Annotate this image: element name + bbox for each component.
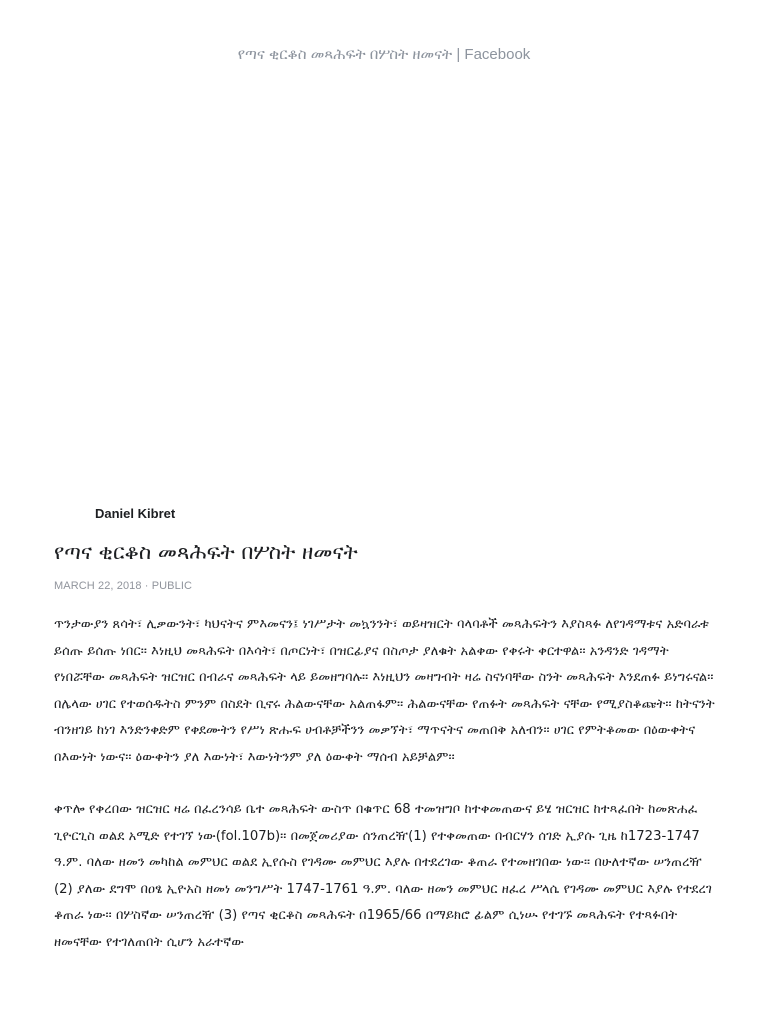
post-visibility: PUBLIC bbox=[151, 580, 193, 592]
post-paragraph: ጥንታውያን ጸሳት፣ ሊቃውንት፣ ካህናትና ምእመናን፤ ነገሥታት መኳንንት፣ ወይዛዝርት ባላባቶች መጻሕፍትን እያስጻፉ ለየገዳማቱና አድባራቱ ይሰጡ ይሰጡ ነበር፡፡ እነዚህ መጻሕፍት በእሳት፣ በጦርነት፣ በዝርፊያና በስጦታ ያለቁት አልቀው የቀሩት ቀርተዋል፡፡ አንዳንድ ገዳማት የነበሯቸው መጻሕፍት ዝርዝር በብራና መጻሕፍት ላይ ይመዘግባሉ፡፡ እነዚህን መዛግብት ዛሬ ስናነባቸው ስንት መጻሕፍት እንደጠፉ ይነግሩናል፡፡ በሌላው ሀገር የተወሰዱትስ ምንም በስደት ቢኖሩ ሕልውናቸው አልጠፋም፡፡ ሕልውናቸው የጠፉት መጻሕፍት ናቸው የሚያስቆጩት፡፡ ከትናንት ብንዘገይ ከነገ እንድንቀድም የቀደሙትን የሥነ ጽሑፍ ሀብቶቻችንን መቃኘት፣ ማጥናትና መጠበቅ አለብን፡፡ ሀገር የምትቆመው በዕውቀትና በእውነት ነውና፡፡ ዕውቀትን ያለ እውነት፣ እውነትንም ያለ ዕውቀት ማሰብ አይቻልም፡፡ bbox=[54, 617, 715, 765]
post-meta bbox=[54, 580, 192, 592]
post-title: የጣና ቂርቆስ መጻሕፍት በሦስት ዘመናት bbox=[54, 540, 358, 564]
post-author[interactable]: Daniel Kibret bbox=[95, 506, 176, 521]
post-date[interactable]: MARCH 22, 2018 bbox=[54, 580, 142, 592]
page-title: የጣና ቂርቆስ መጻሕፍት በሦስት ዘመናት | Facebook bbox=[237, 46, 531, 63]
post-paragraph: ቀጥሎ የቀረበው ዝርዝር ዛሬ በፈረንሳይ ቤተ መጻሕፍት ውስጥ በቁጥር 68 ተመዝግቦ ከተቀመጠውና ይሄ ዝርዝር ከተጻፈበት ከመጽሐፈ ጊዮርጊስ ወልደ አሚድ የተገኘ ነው(fol.107b)፡፡ በመጀመሪያው ሰንጠረዥ(1) የተቀመጠው በብርሃን ሰገድ ኢያሱ ጊዜ ከ1723-1747 ዓ.ም. ባለው ዘመን መካከል መምህር ወልደ ኢየሱስ የገዳሙ መምህር እያሉ በተደረገው ቆጠራ የተመዘገበው ነው፡፡ በሁለተኛው ሠንጠረዥ (2) ያለው ደግሞ በዐፄ ኢዮአስ ዘመነ መንግሥት 1747-1761 ዓ.ም. ባለው ዘመን መምህር ዘፈረ ሥላሴ የገዳሙ መምህር እያሉ የተደረገ ቆጠራ ነው፡፡ በሦስኛው ሠንጠረዥ (3) የጣና ቂርቆስ መጻሕፍት በ1965/66 በማይክሮ ፊልም ሲነሡ የተገኙ መጻሕፍት የተጻፉበት ዘመናቸው የተገለጠበት ሲሆን አራተኛው bbox=[54, 802, 712, 950]
post-media-area bbox=[0, 90, 768, 490]
post-content bbox=[54, 612, 722, 982]
meta-separator: · bbox=[144, 580, 149, 592]
